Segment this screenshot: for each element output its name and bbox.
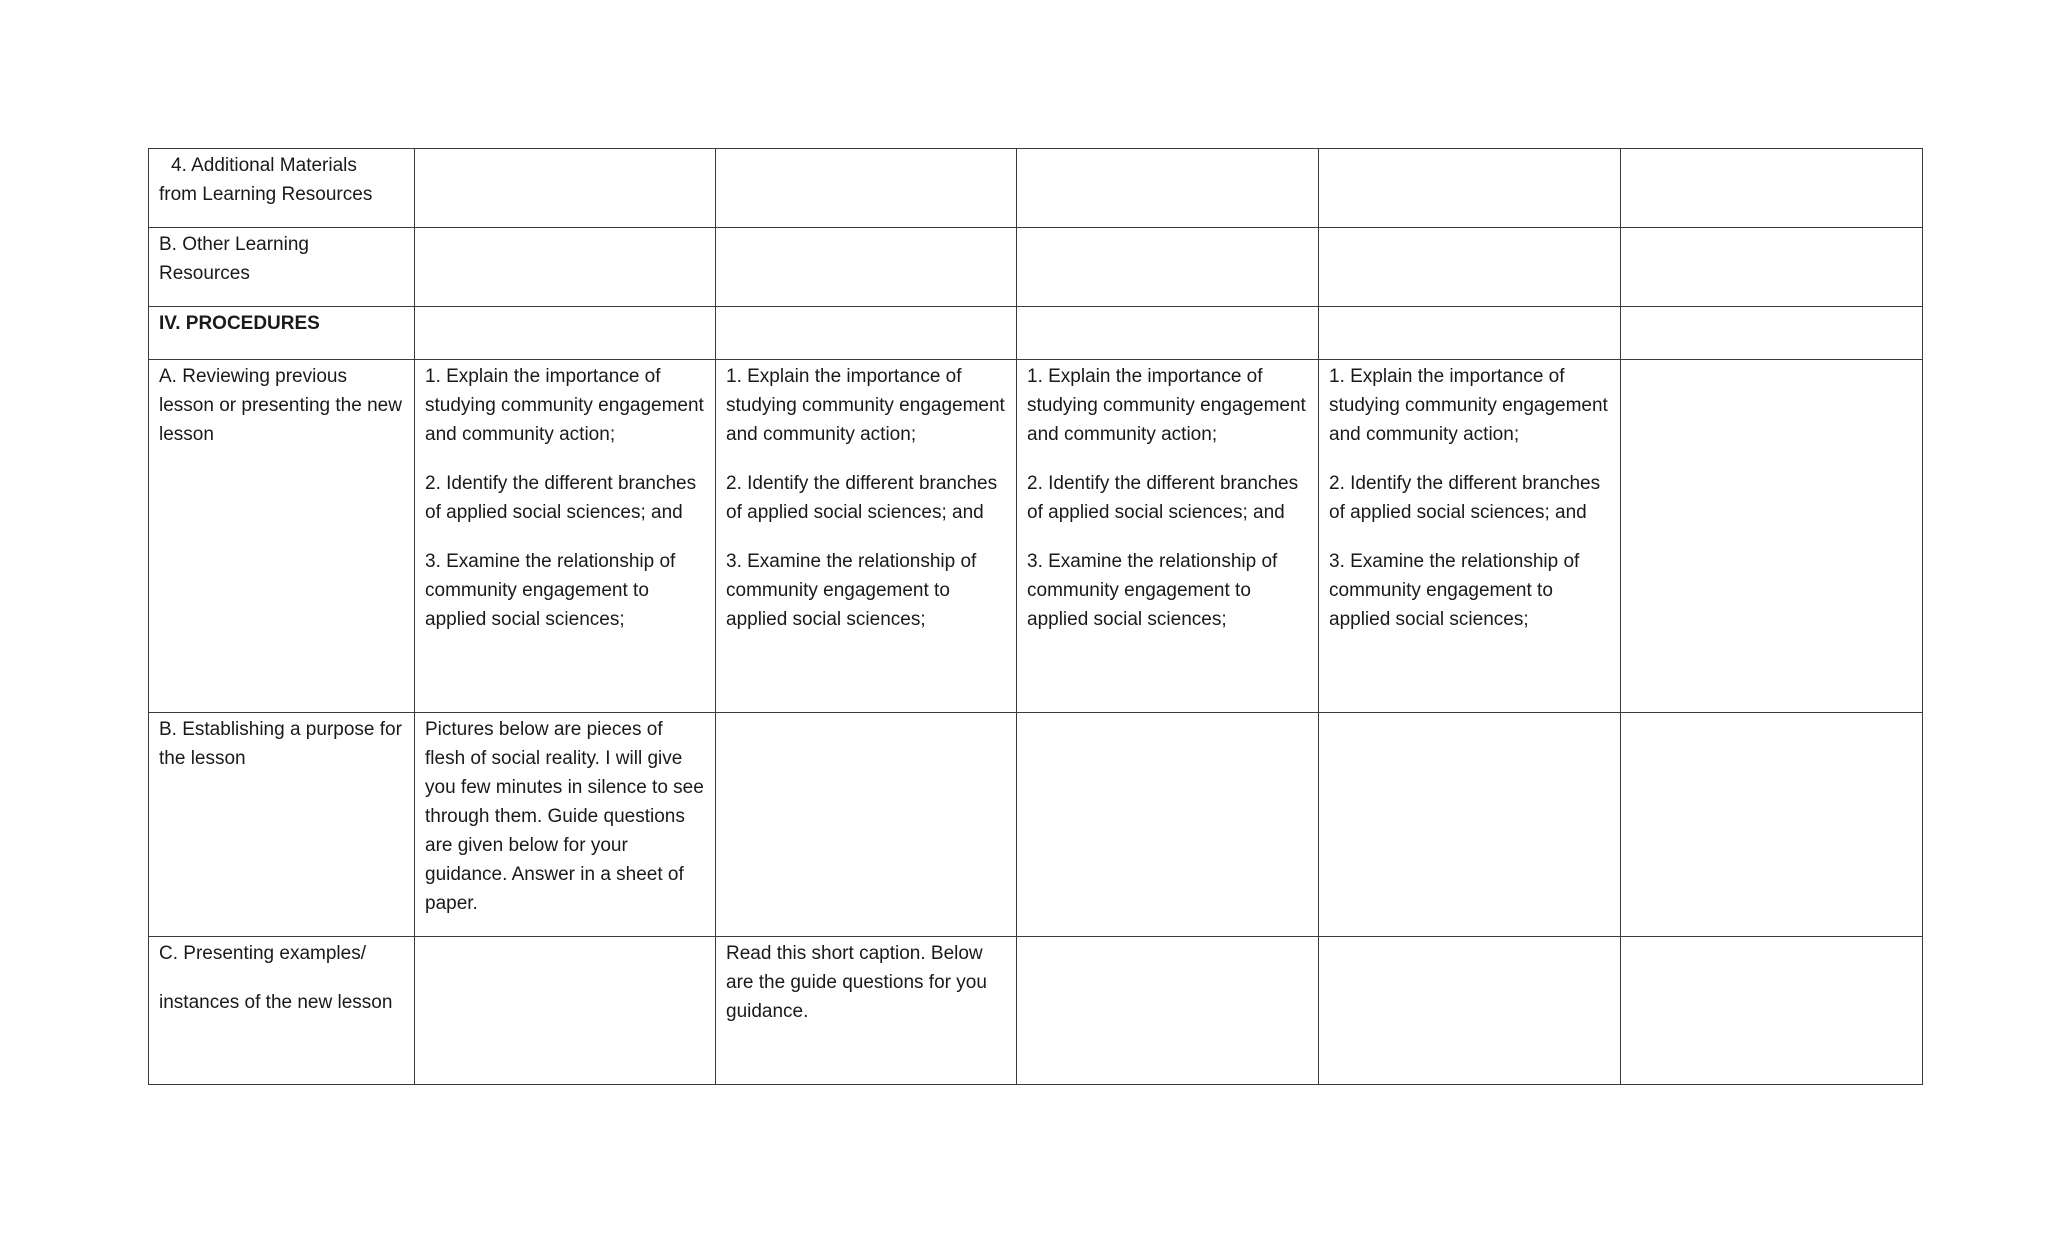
table-row [149,307,1923,360]
row-label-line: 4. Additional Materials [171,155,357,176]
table-row [149,937,1923,1085]
table-cell [1621,937,1923,1085]
objective-item: 3. Examine the relationship of community engagement to applied social sciences; [1329,551,1580,630]
table-cell-day-2: Read this short caption. Below are the guide questions for you guidance. [716,937,1017,1085]
objective-item: 2. Identify the different branches of applied social sciences; and [1027,473,1299,523]
objective-item: 1. Explain the importance of studying community engagement and community action; [726,366,1005,445]
table-cell [716,149,1017,228]
table-cell [415,937,716,1085]
objective-item: 1. Explain the importance of studying community engagement and community action; [1329,366,1608,445]
table-cell [1319,307,1621,360]
table-cell [415,149,716,228]
objective-item: 3. Examine the relationship of community engagement to applied social sciences; [425,551,676,630]
table-cell [1017,713,1319,937]
table-row [149,713,1923,937]
row-label-establishing-purpose: B. Establishing a purpose for the lesson [149,713,415,937]
objective-item: 1. Explain the importance of studying community engagement and community action; [1027,366,1306,445]
table-cell [1621,149,1923,228]
table-cell [1319,713,1621,937]
table-cell [1621,360,1923,713]
table-cell [415,228,716,307]
row-label-other-learning-resources: B. Other Learning Resources [149,228,415,307]
table-cell-day-2 [716,360,1017,713]
table-cell [1017,937,1319,1085]
table-cell [1621,228,1923,307]
table-cell-day-3 [1017,360,1319,713]
table-cell [1621,307,1923,360]
table-cell-day-4 [1319,360,1621,713]
objective-item: 2. Identify the different branches of applied social sciences; and [1329,473,1601,523]
table-cell [1017,307,1319,360]
table-cell [716,228,1017,307]
objective-item: 3. Examine the relationship of community engagement to applied social sciences; [726,551,977,630]
table-cell [1017,228,1319,307]
objective-item: 2. Identify the different branches of applied social sciences; and [726,473,998,523]
row-label-additional-materials [149,149,415,228]
table-cell [1319,149,1621,228]
daily-lesson-log-table [148,148,1923,1085]
table-cell [1017,149,1319,228]
table-cell [1319,937,1621,1085]
section-heading-procedures: IV. PROCEDURES [149,307,415,360]
objective-item: 2. Identify the different branches of applied social sciences; and [425,473,697,523]
table-cell [1319,228,1621,307]
table-cell [1621,713,1923,937]
row-label-line: C. Presenting examples/ [159,943,366,964]
row-label-line: from Learning Resources [159,184,373,205]
objective-item: 1. Explain the importance of studying community engagement and community action; [425,366,704,445]
table-cell [716,713,1017,937]
table-cell [716,307,1017,360]
row-label-presenting-examples [149,937,415,1085]
row-label-reviewing-previous-lesson: A. Reviewing previous lesson or presenting the new lesson [149,360,415,713]
table-row [149,228,1923,307]
table-row [149,360,1923,713]
row-label-line: instances of the new lesson [159,992,393,1013]
table-row [149,149,1923,228]
objective-item: 3. Examine the relationship of community engagement to applied social sciences; [1027,551,1278,630]
table-cell-day-1: Pictures below are pieces of flesh of social reality. I will give you few minutes in silence to see through them. Guide questions are given below for your guidance. Answer in a sheet of paper. [415,713,716,937]
table-cell [415,307,716,360]
table-cell-day-1 [415,360,716,713]
